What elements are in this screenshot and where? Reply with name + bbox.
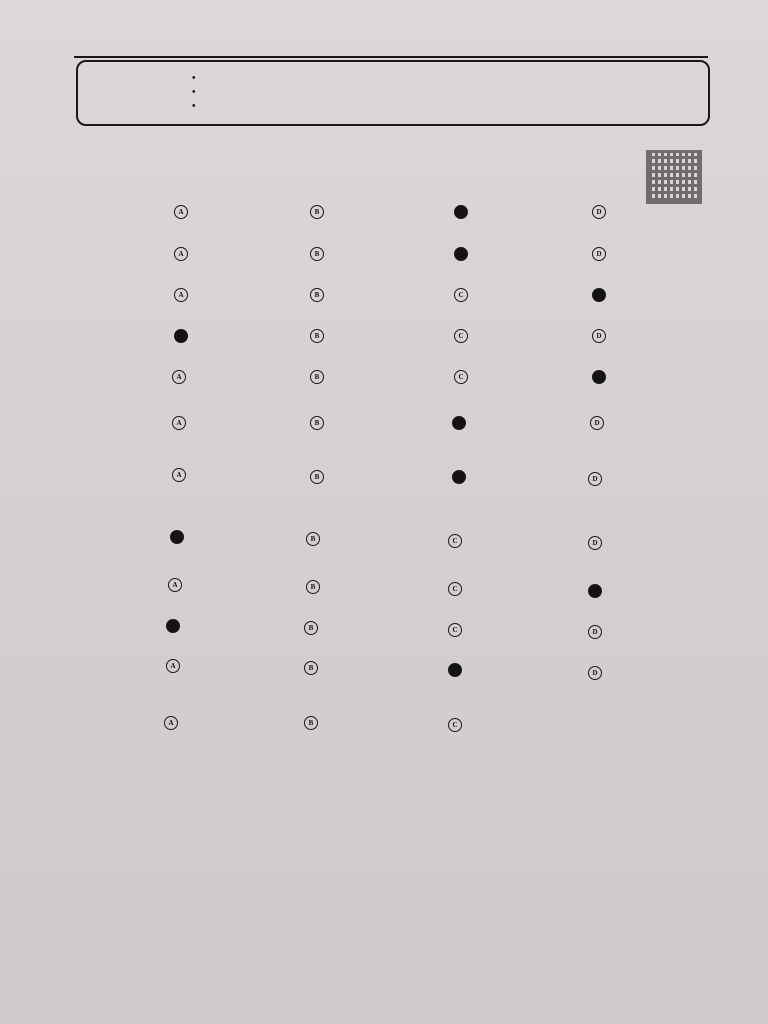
- option-a-circle-filled[interactable]: [170, 530, 184, 544]
- option-d-circle[interactable]: D: [592, 247, 606, 261]
- bullet-icon: •: [192, 101, 196, 112]
- option-b-circle[interactable]: B: [306, 580, 320, 594]
- option-b-circle[interactable]: B: [310, 205, 324, 219]
- option-d-circle[interactable]: D: [592, 329, 606, 343]
- option-a-circle-filled[interactable]: [166, 619, 180, 633]
- option-c-circle[interactable]: C: [448, 623, 462, 637]
- option-a-circle[interactable]: A: [172, 370, 186, 384]
- option-d-circle-filled[interactable]: [592, 370, 606, 384]
- option-d-circle-filled[interactable]: [588, 584, 602, 598]
- instructions-box: [76, 60, 710, 126]
- option-a-circle-filled[interactable]: [174, 329, 188, 343]
- option-b-circle[interactable]: B: [310, 416, 324, 430]
- qr-code-icon: [646, 150, 702, 204]
- option-a-circle[interactable]: A: [168, 578, 182, 592]
- option-b-circle[interactable]: B: [306, 532, 320, 546]
- option-d-circle[interactable]: D: [592, 205, 606, 219]
- option-d-circle-filled[interactable]: [592, 288, 606, 302]
- option-b-circle[interactable]: B: [310, 470, 324, 484]
- option-b-circle[interactable]: B: [310, 370, 324, 384]
- option-c-circle-filled[interactable]: [454, 247, 468, 261]
- option-c-circle-filled[interactable]: [452, 470, 466, 484]
- option-c-circle[interactable]: C: [454, 329, 468, 343]
- option-a-circle[interactable]: A: [172, 416, 186, 430]
- option-b-circle[interactable]: B: [310, 247, 324, 261]
- option-a-circle[interactable]: A: [174, 205, 188, 219]
- option-c-circle[interactable]: C: [448, 534, 462, 548]
- option-c-circle[interactable]: C: [448, 582, 462, 596]
- option-b-circle[interactable]: B: [304, 716, 318, 730]
- option-b-circle[interactable]: B: [310, 329, 324, 343]
- header-rule: [74, 56, 708, 58]
- option-c-circle-filled[interactable]: [452, 416, 466, 430]
- option-c-circle[interactable]: C: [454, 370, 468, 384]
- option-b-circle[interactable]: B: [304, 661, 318, 675]
- option-c-circle[interactable]: C: [448, 718, 462, 732]
- option-d-circle[interactable]: D: [588, 625, 602, 639]
- option-c-circle-filled[interactable]: [448, 663, 462, 677]
- option-a-circle[interactable]: A: [172, 468, 186, 482]
- option-d-circle[interactable]: D: [590, 416, 604, 430]
- option-a-circle[interactable]: A: [174, 247, 188, 261]
- option-d-circle[interactable]: D: [588, 666, 602, 680]
- bullet-icon: •: [192, 87, 196, 98]
- option-a-circle[interactable]: A: [174, 288, 188, 302]
- option-c-circle-filled[interactable]: [454, 205, 468, 219]
- option-d-circle[interactable]: D: [588, 472, 602, 486]
- bullet-icon: •: [192, 73, 196, 84]
- option-b-circle[interactable]: B: [304, 621, 318, 635]
- option-d-circle[interactable]: D: [588, 536, 602, 550]
- option-b-circle[interactable]: B: [310, 288, 324, 302]
- option-a-circle[interactable]: A: [166, 659, 180, 673]
- option-c-circle[interactable]: C: [454, 288, 468, 302]
- option-a-circle[interactable]: A: [164, 716, 178, 730]
